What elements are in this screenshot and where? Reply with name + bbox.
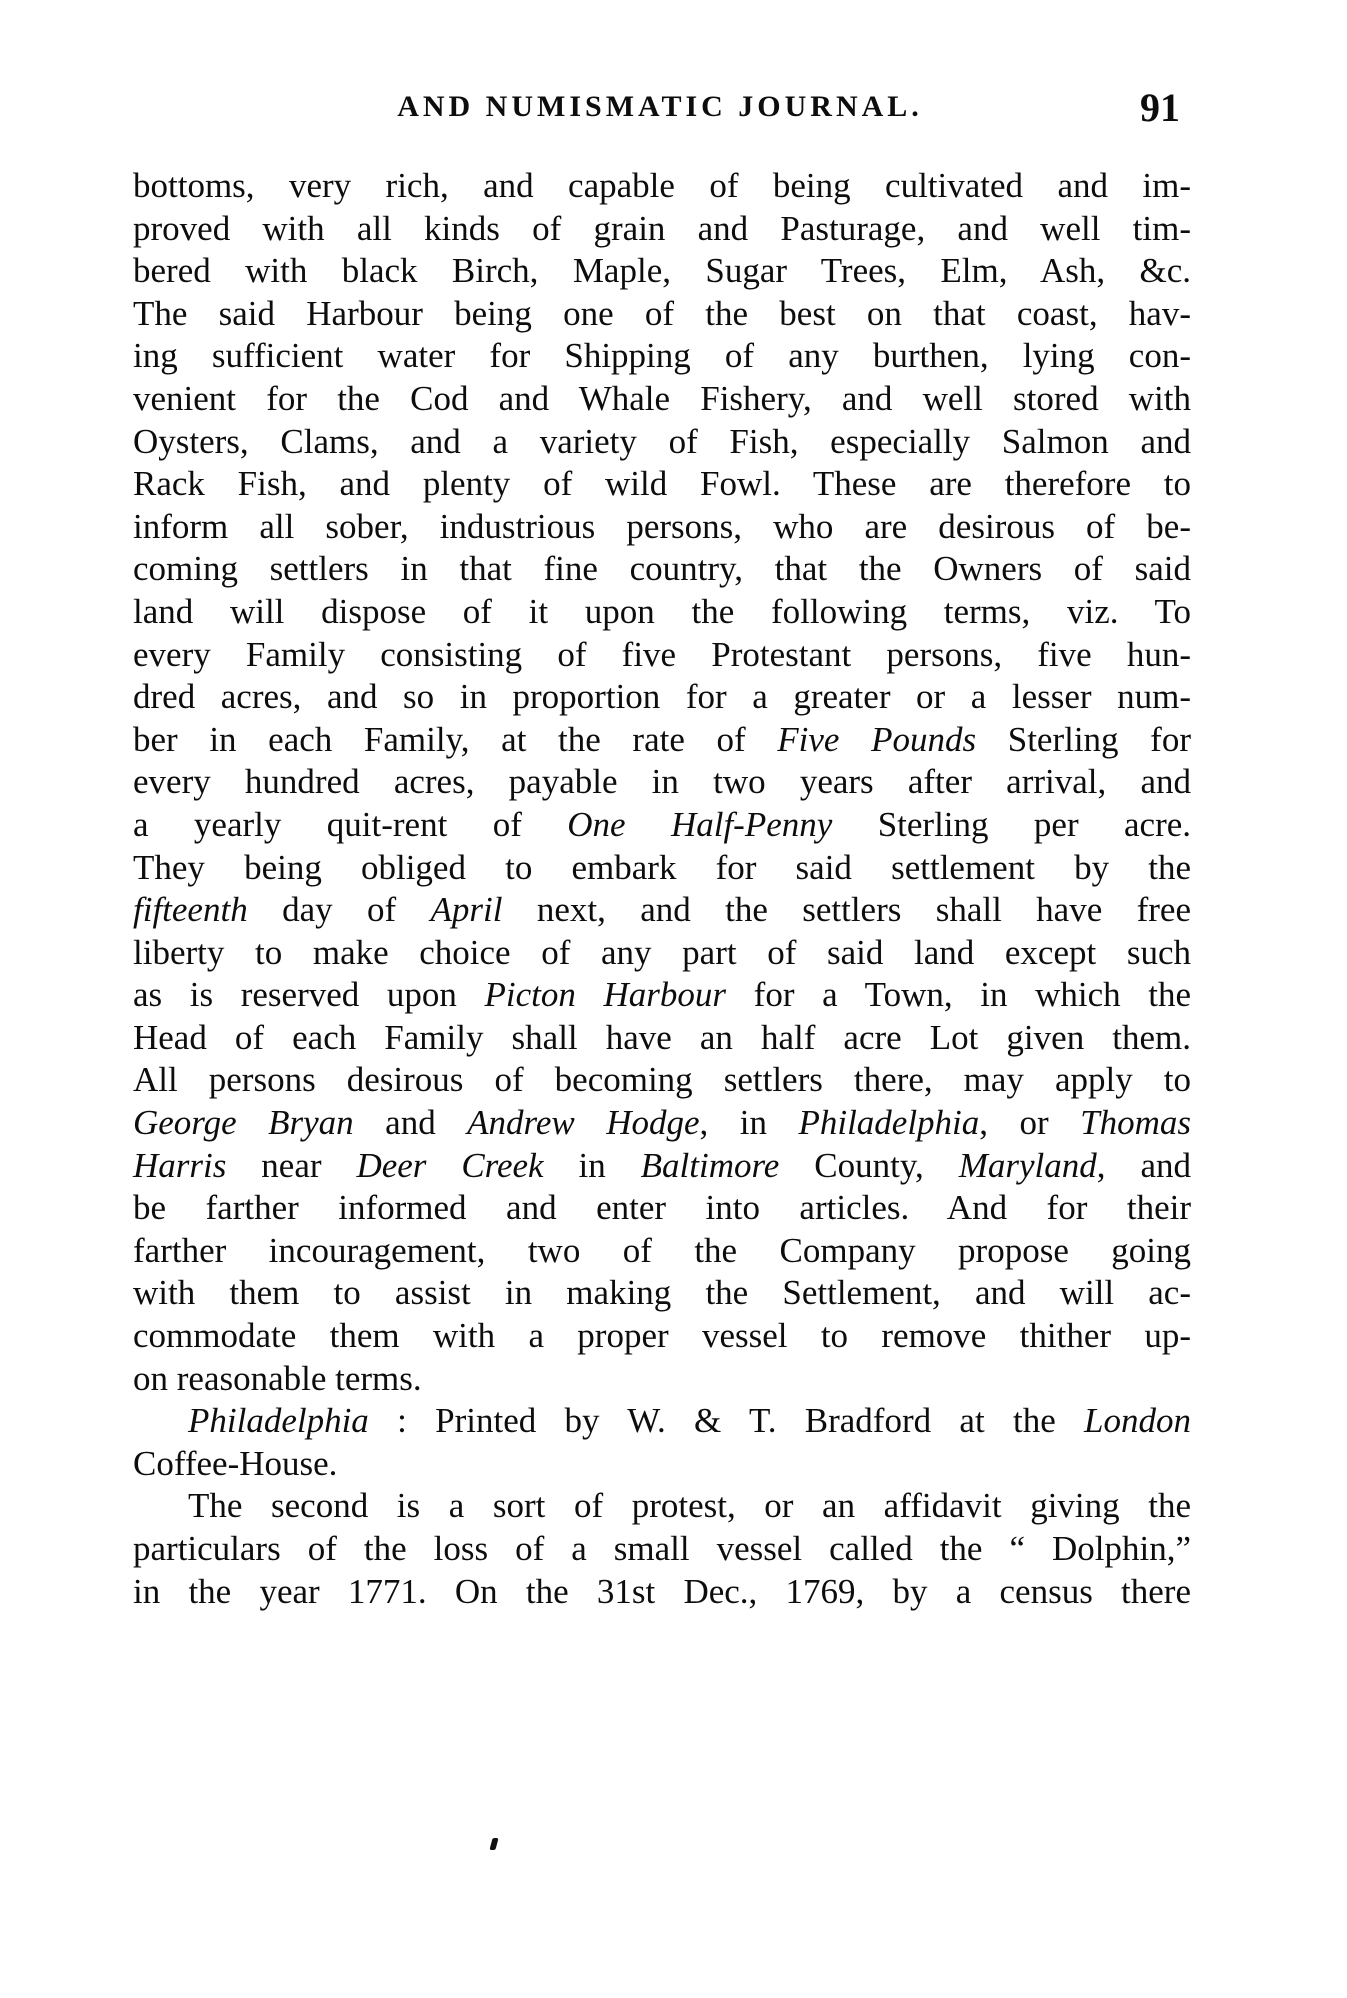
text-line: every Family consisting of five Protestant persons, five hun-	[133, 634, 1191, 674]
body-text	[133, 165, 1191, 1613]
imprint-end-line: Coffee-House.	[133, 1443, 338, 1483]
italic-run: Philadelphia	[188, 1401, 369, 1441]
text-line: proved with all kinds of grain and Pasturage, and well tim-	[133, 208, 1191, 248]
italic-run: Maryland	[958, 1145, 1097, 1185]
italic-run: London	[1084, 1401, 1191, 1441]
text-line: be farther informed and enter into articles. And for their	[133, 1188, 1191, 1228]
italic-run: Picton Harbour	[484, 975, 727, 1015]
text-line: commodate them with a proper vessel to remove thither up-	[133, 1316, 1191, 1356]
text-line: ing sufficient water for Shipping of any burthen, lying con-	[133, 336, 1191, 376]
italic-run: Andrew Hodge	[467, 1103, 700, 1143]
text-run: as is reserved upon	[133, 975, 485, 1015]
text-run: a yearly quit-rent of	[133, 804, 568, 844]
text-line: bottoms, very rich, and capable of being cultivated and im-	[133, 166, 1191, 205]
text-run: ber in each Family, at the rate of	[133, 719, 778, 759]
running-title: AND NUMISMATIC JOURNAL.	[397, 90, 923, 123]
text-run: near	[226, 1145, 357, 1185]
italic-run: Five Pounds	[777, 719, 977, 759]
text-run: , or	[979, 1103, 1081, 1143]
text-line: every hundred acres, payable in two years after arrival, and	[133, 762, 1191, 802]
italic-run: George Bryan	[133, 1103, 354, 1143]
text-line	[133, 719, 1191, 762]
text-line	[133, 1145, 1191, 1188]
text-line: farther incouragement, two of the Company propose going	[133, 1230, 1191, 1270]
text-line: particulars of the loss of a small vessel called the “ Dolphin,”	[133, 1529, 1191, 1568]
text-line: Oysters, Clams, and a variety of Fish, especially Salmon and	[133, 421, 1191, 461]
paragraph-end-line: on reasonable terms.	[133, 1358, 422, 1398]
text-line: inform all sober, industrious persons, who are desirous of be-	[133, 506, 1191, 546]
text-line: All persons desirous of becoming settlers there, may apply to	[133, 1060, 1191, 1100]
text-line: bered with black Birch, Maple, Sugar Trees, Elm, Ash, &c.	[133, 251, 1191, 291]
italic-run: One Half-Penny	[567, 804, 833, 844]
italic-run: Baltimore	[640, 1145, 780, 1185]
text-run: , in	[699, 1103, 799, 1143]
text-line	[133, 804, 1191, 847]
italic-run: Thomas	[1080, 1103, 1192, 1143]
italic-run: Philadelphia	[798, 1103, 980, 1143]
text-run: for a Town, in which the	[726, 975, 1191, 1015]
text-line: in the year 1771. On the 31st Dec., 1769, by a census there	[133, 1571, 1191, 1611]
text-line: coming settlers in that fine country, that the Owners of said	[133, 549, 1191, 589]
text-run: in	[543, 1145, 641, 1185]
text-line: The second is a sort of protest, or an affidavit giving the	[188, 1486, 1191, 1526]
text-line: venient for the Cod and Whale Fishery, and well stored with	[133, 378, 1191, 418]
italic-run: fifteenth	[133, 890, 248, 930]
page-number: 91	[1140, 85, 1180, 130]
text-line	[133, 974, 1191, 1017]
text-line: Rack Fish, and plenty of wild Fowl. These are therefore to	[133, 464, 1191, 504]
text-line: with them to assist in making the Settlement, and will ac-	[133, 1273, 1191, 1313]
ink-mark	[489, 1838, 498, 1850]
text-line	[133, 889, 1191, 932]
text-line: The said Harbour being one of the best on that coast, hav-	[133, 293, 1191, 333]
text-run: day of	[247, 890, 431, 930]
imprint-line	[133, 1400, 1191, 1443]
italic-run: Harris	[133, 1145, 227, 1185]
italic-run: Deer Creek	[356, 1145, 544, 1185]
running-head	[130, 85, 1190, 140]
text-run: next, and the settlers shall have free	[502, 890, 1191, 930]
text-run: and	[353, 1103, 468, 1143]
italic-run: April	[430, 890, 503, 930]
text-run: Sterling for	[976, 719, 1191, 759]
text-line: dred acres, and so in proportion for a greater or a lesser num-	[133, 677, 1191, 717]
text-line: liberty to make choice of any part of said land except such	[133, 932, 1191, 972]
text-run: Sterling per acre.	[832, 804, 1192, 844]
text-run: County,	[779, 1145, 959, 1185]
text-line: Head of each Family shall have an half acre Lot given them.	[133, 1017, 1191, 1057]
text-line	[133, 1102, 1191, 1145]
text-line: They being obliged to embark for said settlement by the	[133, 847, 1191, 887]
text-run: , and	[1096, 1145, 1191, 1185]
text-run: : Printed by W. & T. Bradford at the	[368, 1401, 1085, 1441]
text-line: land will dispose of it upon the following terms, viz. To	[133, 591, 1191, 631]
